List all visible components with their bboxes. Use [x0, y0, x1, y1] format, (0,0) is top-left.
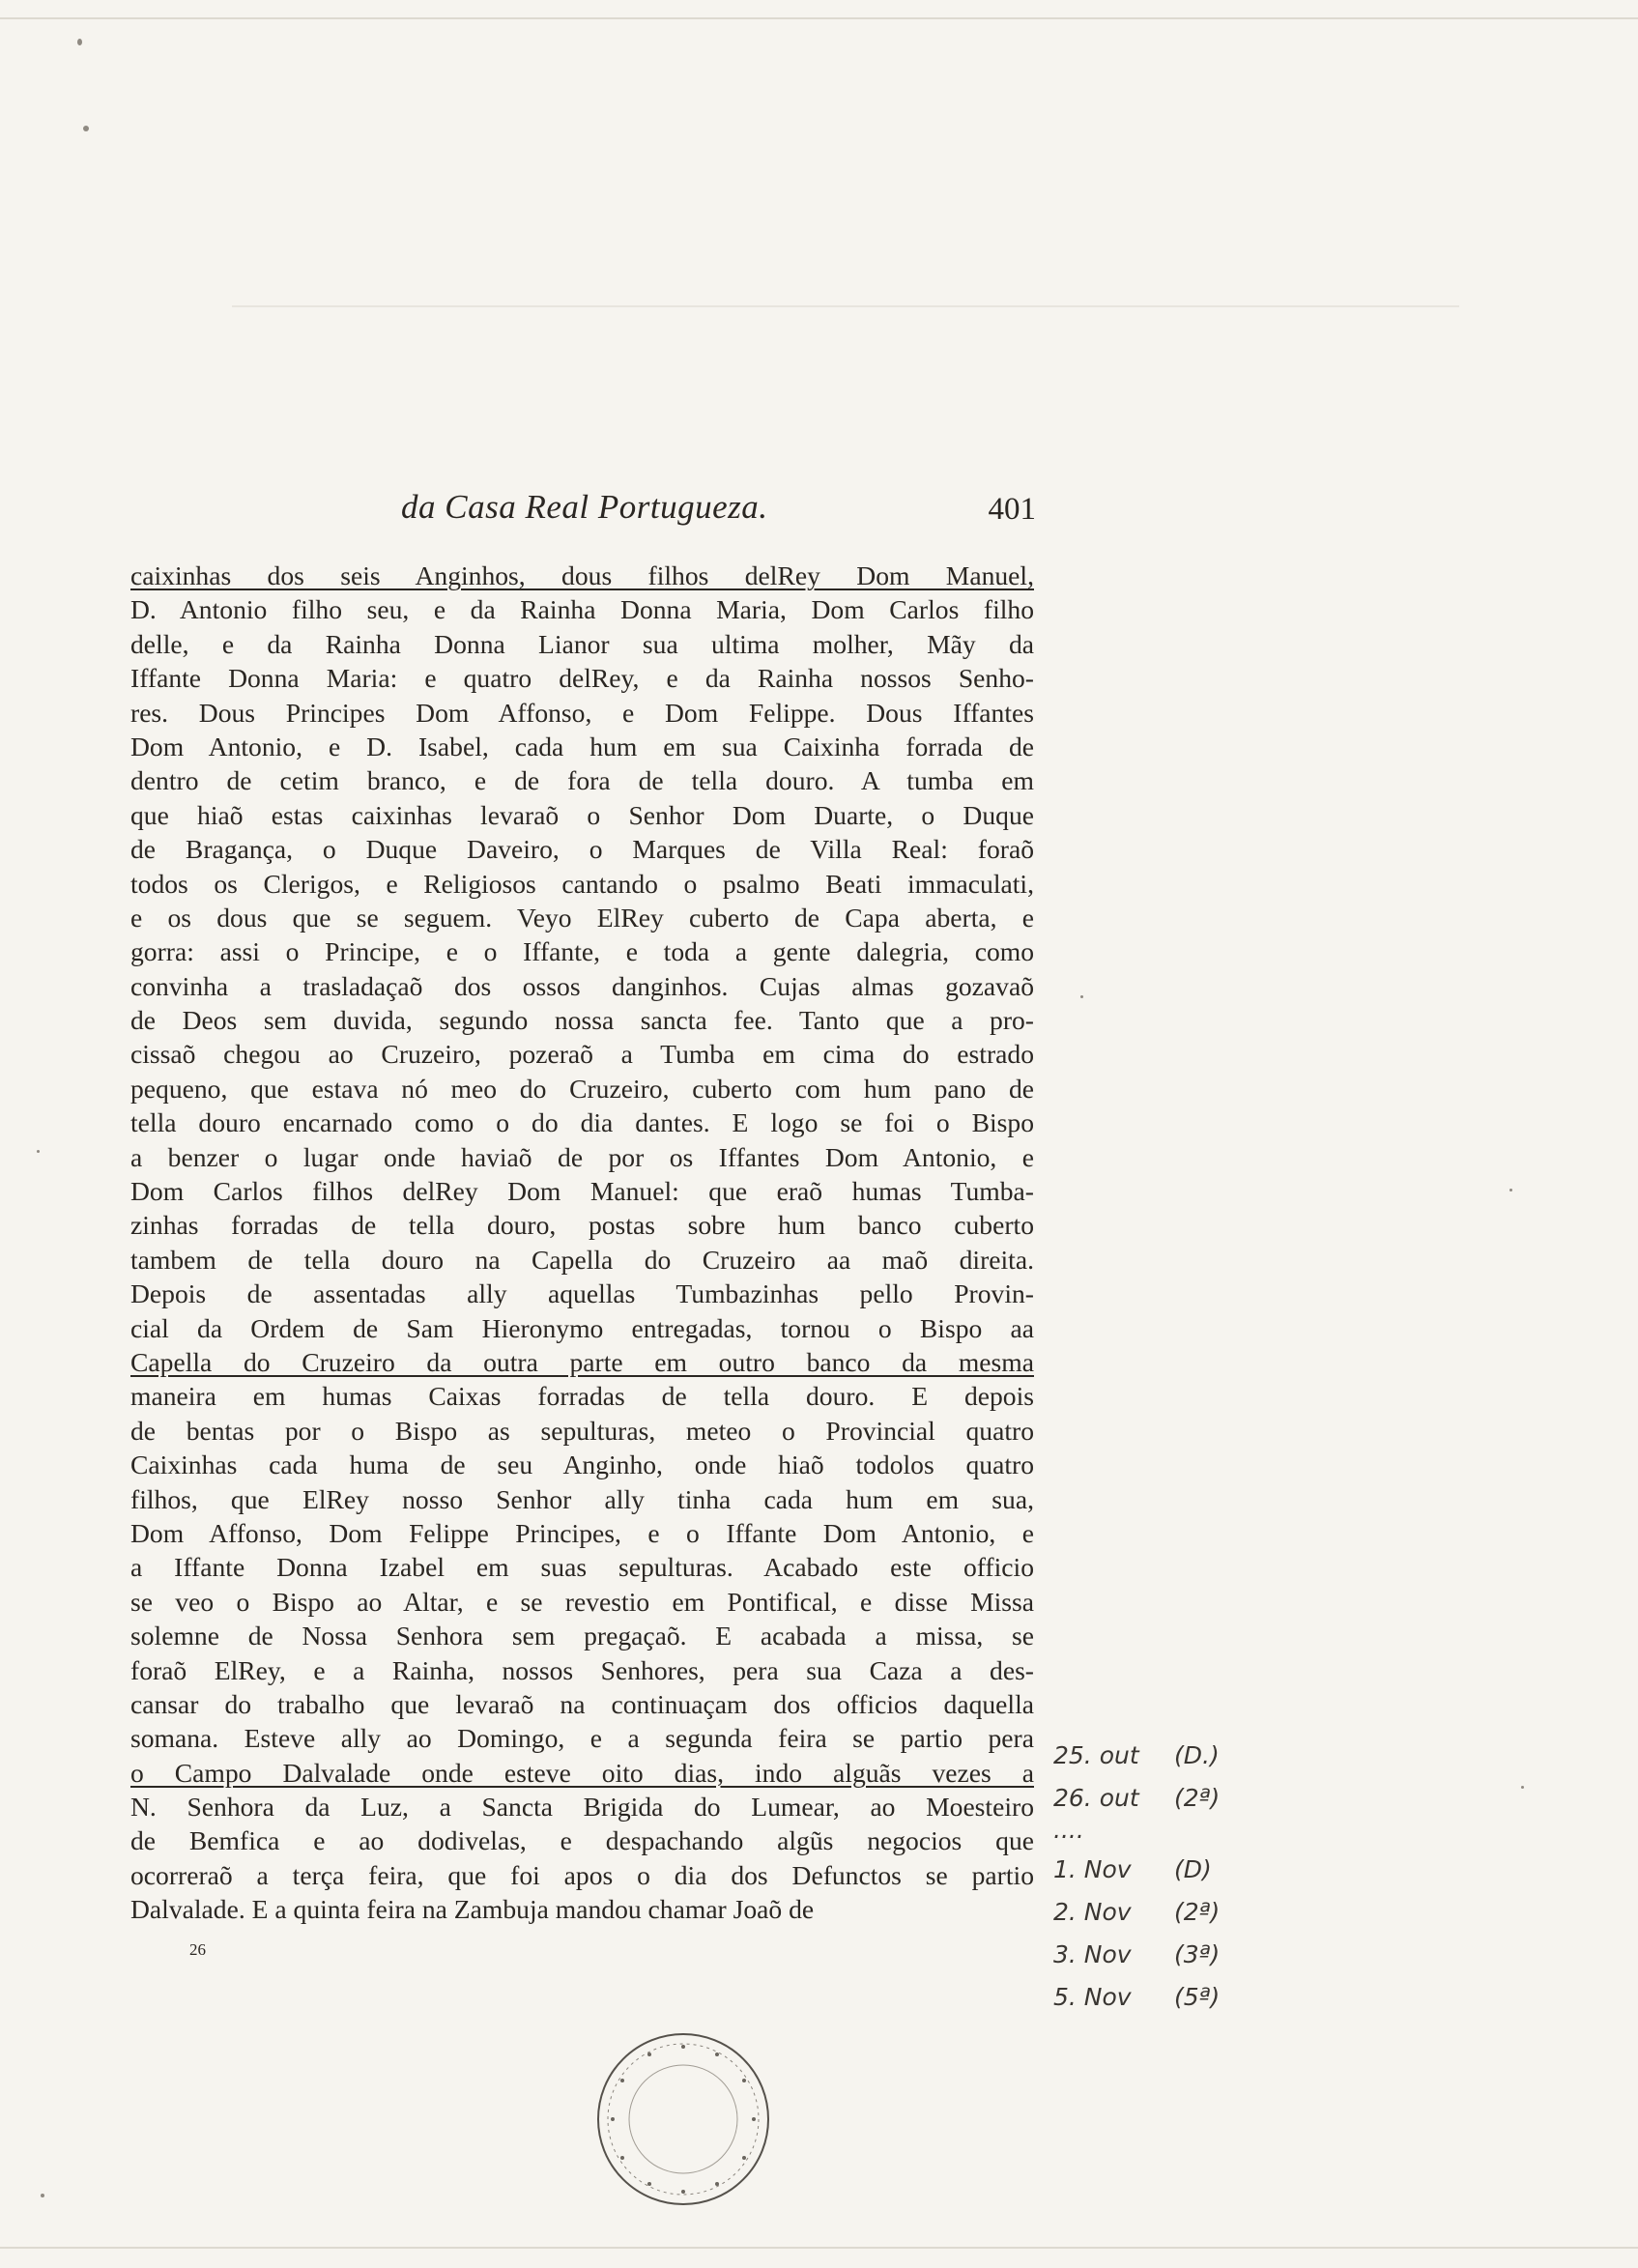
- text-line-31: se veo o Bispo ao Altar, e se revestio em Pontifical, e disse Missa: [130, 1586, 1034, 1617]
- text-line-23: cial da Ordem de Sam Hieronymo entregadas, tornou o Bispo aa: [130, 1312, 1034, 1343]
- text-line-39: ocorreraõ a terça feira, que foi apos o dia dos Defunctos se partio: [130, 1859, 1034, 1890]
- page-header: [130, 488, 1044, 546]
- text-line-19: Dom Carlos filhos delRey Dom Manuel: que eraõ humas Tumba-: [130, 1176, 1034, 1207]
- running-title: da Casa Real Portugueza.: [401, 488, 768, 526]
- text-line-6: Dom Antonio, e D. Isabel, cada hum em sua Caixinha forrada de: [130, 731, 1034, 761]
- text-line-17: tella douro encarnado como o do dia dantes. E logo se foi o Bispo: [130, 1107, 1034, 1138]
- text-line-21: tambem de tella douro na Capella do Cruzeiro aa maõ direita.: [130, 1244, 1034, 1275]
- margin-note: 2. Nov (2ª): [1053, 1898, 1221, 1926]
- handwritten-margin-notes: [1053, 1735, 1276, 2019]
- text-line-22: Depois de assentadas ally aquellas Tumbazinhas pello Provin-: [130, 1278, 1034, 1309]
- text-line-34: cansar do trabalho que levaraõ na continuaçam dos officios daquella: [130, 1688, 1034, 1719]
- text-line-2: D. Antonio filho seu, e da Rainha Donna Maria, Dom Carlos filho: [130, 594, 1034, 625]
- text-line-11: e os dous que se seguem. Veyo ElRey cuberto de Capa aberta, e: [130, 902, 1034, 933]
- text-line-29: Dom Affonso, Dom Felippe Principes, e o Iffante Dom Antonio, e: [130, 1517, 1034, 1548]
- text-line-1: caixinhas dos seis Anginhos, dous filhos delRey Dom Manuel,: [130, 560, 1034, 590]
- text-line-26: de bentas por o Bispo as sepulturas, meteo o Provincial quatro: [130, 1415, 1034, 1446]
- text-line-4: Iffante Donna Maria: e quatro delRey, e da Rainha nossos Senho-: [130, 663, 1034, 694]
- text-line-35: somana. Esteve ally ao Domingo, e a segunda feira se partio pera: [130, 1723, 1034, 1754]
- text-line-32: solemne de Nossa Senhora sem pregaçaõ. E acabada a missa, se: [130, 1621, 1034, 1651]
- fold-line: [232, 305, 1459, 307]
- text-line-25: maneira em humas Caixas forradas de tella douro. E depois: [130, 1381, 1034, 1412]
- text-line-30: a Iffante Donna Izabel em suas sepulturas. Acabado este officio: [130, 1552, 1034, 1583]
- text-line-40: Dalvalade. E a quinta feira na Zambuja mandou chamar Joaõ de: [130, 1894, 815, 1925]
- text-line-5: res. Dous Principes Dom Affonso, e Dom Felippe. Dous Iffantes: [130, 697, 1034, 728]
- margin-note: 5. Nov (5ª): [1053, 1983, 1221, 2011]
- margin-note: 1. Nov (D): [1053, 1855, 1212, 1883]
- text-line-20: zinhas forradas de tella douro, postas sobre hum banco cuberto: [130, 1210, 1034, 1241]
- margin-note: ....: [1053, 1816, 1084, 1844]
- library-stamp: [591, 2027, 775, 2211]
- text-line-36: o Campo Dalvalade onde esteve oito dias, indo alguãs vezes a: [130, 1757, 1034, 1788]
- text-line-13: convinha a trasladaçaõ dos ossos danginhos. Cujas almas gozavaõ: [130, 970, 1034, 1001]
- margin-note: 26. out (2ª): [1053, 1784, 1221, 1812]
- text-line-8: que hiaõ estas caixinhas levaraõ o Senhor Dom Duarte, o Duque: [130, 799, 1034, 830]
- text-line-12: gorra: assi o Principe, e o Iffante, e toda a gente dalegria, como: [130, 936, 1034, 967]
- text-line-14: de Deos sem duvida, segundo nossa sancta fee. Tanto que a pro-: [130, 1005, 1034, 1036]
- text-line-18: a benzer o lugar onde haviaõ de por os Iffantes Dom Antonio, e: [130, 1141, 1034, 1172]
- text-line-33: foraõ ElRey, e a Rainha, nossos Senhores, pera sua Caza a des-: [130, 1654, 1034, 1685]
- text-line-24: Capella do Cruzeiro da outra parte em outro banco da mesma: [130, 1346, 1034, 1377]
- body-text: [130, 559, 1034, 1927]
- text-line-16: pequeno, que estava nó meo do Cruzeiro, cuberto com hum pano de: [130, 1073, 1034, 1104]
- text-line-7: dentro de cetim branco, e de fora de tella douro. A tumba em: [130, 765, 1034, 796]
- text-line-38: de Bemfica e ao dodivelas, e despachando algũs negocios que: [130, 1825, 1034, 1856]
- text-line-15: cissaõ chegou ao Cruzeiro, pozeraõ a Tumba em cima do estrado: [130, 1039, 1034, 1070]
- page-number: 401: [988, 492, 1036, 527]
- text-line-27: Caixinhas cada huma de seu Anginho, onde hiaõ todolos quatro: [130, 1450, 1034, 1480]
- signature-mark: 26: [189, 1940, 206, 1959]
- scan-edge-bottom: [0, 2247, 1638, 2249]
- text-line-10: todos os Clerigos, e Religiosos cantando o psalmo Beati immaculati,: [130, 868, 1034, 899]
- text-line-3: delle, e da Rainha Donna Lianor sua ultima molher, Mãy da: [130, 628, 1034, 659]
- margin-note: 3. Nov (3ª): [1053, 1940, 1221, 1968]
- scan-edge-top: [0, 17, 1638, 19]
- text-line-28: filhos, que ElRey nosso Senhor ally tinha cada hum em sua,: [130, 1483, 1034, 1514]
- margin-note: 25. out (D.): [1053, 1741, 1220, 1769]
- text-line-37: N. Senhora da Luz, a Sancta Brigida do Lumear, ao Moesteiro: [130, 1792, 1034, 1823]
- text-line-9: de Bragança, o Duque Daveiro, o Marques de Villa Real: foraõ: [130, 834, 1034, 865]
